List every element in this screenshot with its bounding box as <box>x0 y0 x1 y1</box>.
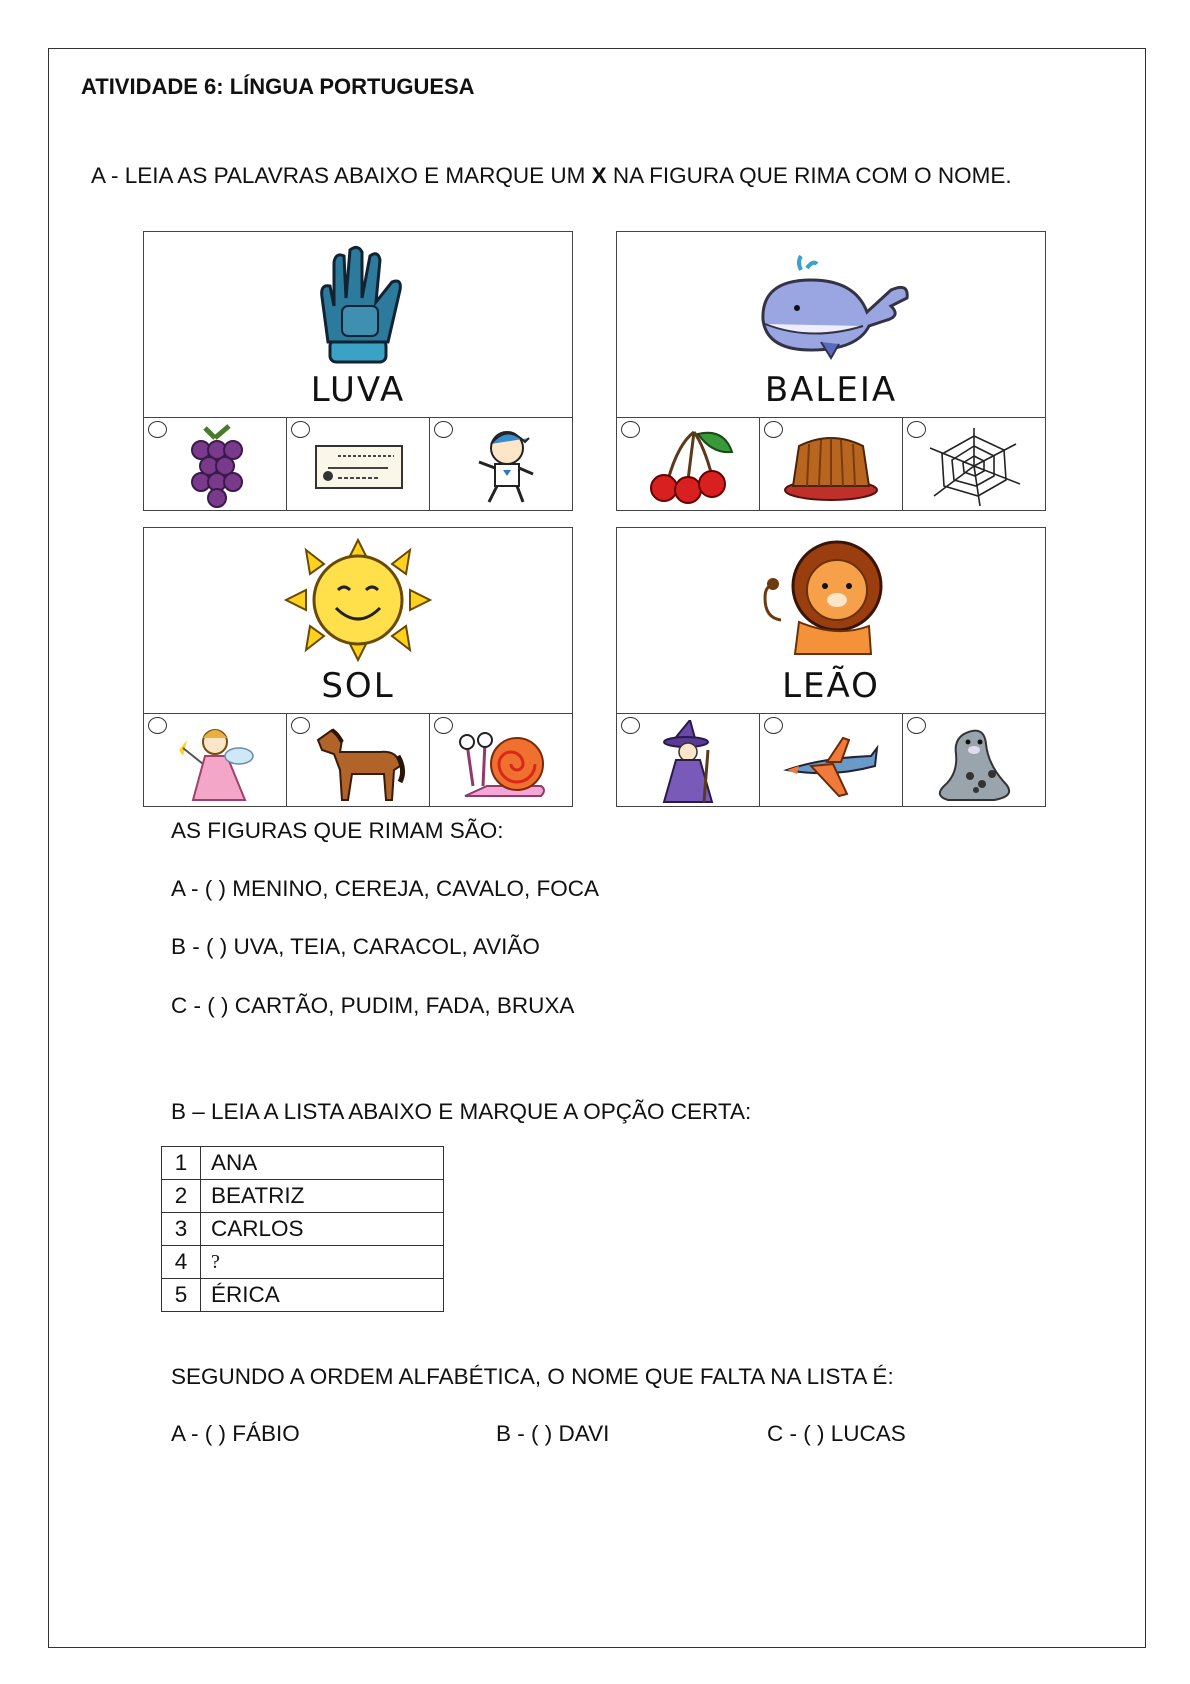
option-cherry[interactable] <box>617 418 760 510</box>
instruction-a: A - LEIA AS PALAVRAS ABAIXO E MARQUE UM X NA FIGURA QUE RIMA COM O NOME. <box>91 163 1012 188</box>
fairy-icon <box>165 720 265 804</box>
instruction-b: B – LEIA A LISTA ABAIXO E MARQUE A OPÇÃO CERTA: <box>171 1099 752 1124</box>
option-check[interactable] <box>287 418 430 510</box>
question-missing-name: SEGUNDO A ORDEM ALFABÉTICA, O NOME QUE FALTA NA LISTA É: <box>171 1364 894 1389</box>
answer-c[interactable]: C - ( ) CARTÃO, PUDIM, FADA, BRUXA <box>171 993 575 1018</box>
row-name-missing: ? <box>201 1246 444 1279</box>
names-table <box>161 1146 444 1312</box>
page-title: ATIVIDADE 6: LÍNGUA PORTUGUESA <box>81 74 475 99</box>
card-luva <box>143 231 573 511</box>
option-c[interactable]: C - ( ) LUCAS <box>767 1421 906 1446</box>
option-snail[interactable] <box>430 714 572 806</box>
card-sol <box>143 527 573 807</box>
card-word: LUVA <box>310 370 406 410</box>
card-baleia <box>616 231 1046 511</box>
option-grapes[interactable] <box>144 418 287 510</box>
table-row <box>162 1246 444 1279</box>
boy-icon <box>451 424 551 508</box>
row-name: BEATRIZ <box>201 1180 444 1213</box>
card-word: BALEIA <box>764 370 898 410</box>
row-name: ANA <box>201 1147 444 1180</box>
seal-icon <box>924 720 1024 804</box>
table-row <box>162 1213 444 1246</box>
option-seal[interactable] <box>903 714 1045 806</box>
option-pudding[interactable] <box>760 418 903 510</box>
snail-icon <box>451 720 551 804</box>
horse-icon <box>308 720 408 804</box>
answer-b[interactable]: B - ( ) UVA, TEIA, CARACOL, AVIÃO <box>171 934 540 959</box>
row-number: 1 <box>162 1147 201 1180</box>
lion-icon <box>751 538 911 663</box>
card-word: SOL <box>321 666 395 706</box>
witch-icon <box>638 720 738 804</box>
table-row <box>162 1147 444 1180</box>
pudding-icon <box>781 424 881 508</box>
row-number: 4 <box>162 1246 201 1279</box>
row-name: CARLOS <box>201 1213 444 1246</box>
card-word: LEÃO <box>782 666 880 706</box>
question-rhymes: AS FIGURAS QUE RIMAM SÃO: <box>171 818 504 843</box>
option-a[interactable]: A - ( ) FÁBIO <box>171 1421 300 1446</box>
grapes-icon <box>165 424 265 508</box>
option-b[interactable]: B - ( ) DAVI <box>496 1421 610 1446</box>
sun-icon <box>278 538 438 663</box>
card-leao <box>616 527 1046 807</box>
glove-icon <box>278 242 438 367</box>
table-row <box>162 1180 444 1213</box>
answer-a[interactable]: A - ( ) MENINO, CEREJA, CAVALO, FOCA <box>171 876 599 901</box>
row-number: 2 <box>162 1180 201 1213</box>
whale-icon <box>751 242 911 367</box>
row-number: 3 <box>162 1213 201 1246</box>
spiderweb-icon <box>924 424 1024 508</box>
option-boy[interactable] <box>430 418 572 510</box>
option-airplane[interactable] <box>760 714 903 806</box>
row-name: ÉRICA <box>201 1279 444 1312</box>
check-icon <box>308 424 408 508</box>
cherry-icon <box>638 424 738 508</box>
row-number: 5 <box>162 1279 201 1312</box>
table-row <box>162 1279 444 1312</box>
option-fairy[interactable] <box>144 714 287 806</box>
option-witch[interactable] <box>617 714 760 806</box>
option-horse[interactable] <box>287 714 430 806</box>
option-spiderweb[interactable] <box>903 418 1045 510</box>
airplane-icon <box>781 720 881 804</box>
